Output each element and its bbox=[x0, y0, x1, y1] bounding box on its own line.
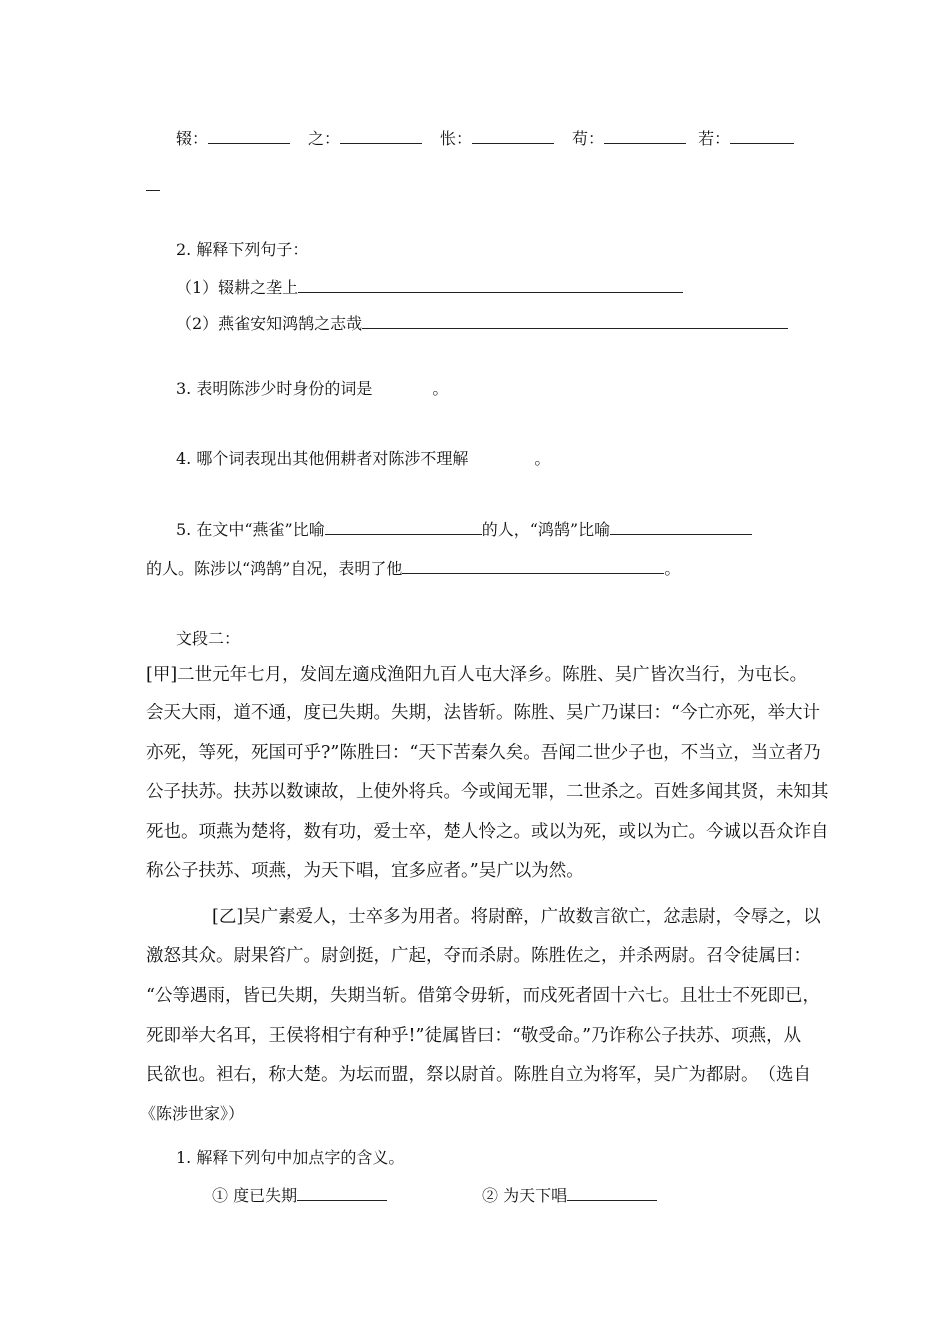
yi-line: [乙]吴广素爱人，士卒多为用者。将尉醉，广故数言欲亡，忿恚尉，令辱之，以 bbox=[212, 907, 821, 927]
jia-line: 会天大雨，道不通，度已失期。失期，法皆斩。陈胜、吴广乃谋曰：“今亡亦死，举大计 bbox=[146, 703, 820, 723]
section-2-title: 文段二： bbox=[176, 629, 241, 648]
answer-blank[interactable] bbox=[362, 312, 788, 329]
s2-q1-prompt: 1. 解释下列句中加点字的含义。 bbox=[176, 1148, 405, 1167]
q2-prompt: 2. 解释下列句子： bbox=[176, 240, 309, 259]
answer-blank[interactable] bbox=[325, 518, 482, 535]
answer-blank[interactable] bbox=[567, 1184, 657, 1201]
answer-blank[interactable] bbox=[610, 518, 752, 535]
jia-line: 称公子扶苏、项燕，为天下唱，宜多应者。”吴广以为然。 bbox=[146, 861, 584, 881]
s2-q1-item-b: ② 为天下唱 bbox=[482, 1184, 657, 1206]
yi-line: 激怒其众。尉果笞广。尉剑挺，广起，夺而杀尉。陈胜佐之，并杀两尉。召令徒属曰： bbox=[146, 946, 811, 966]
answer-blank[interactable] bbox=[208, 127, 290, 144]
yi-line: 民欲也。袒右，称大楚。为坛而盟，祭以尉首。陈胜自立为将军，吴广为都尉。 （选自 bbox=[146, 1065, 811, 1085]
q2-sentence-2: （2）燕雀安知鸿鹄之志哉 bbox=[176, 312, 788, 334]
yi-line: 死即举大名耳，王侯将相宁有种乎!”徒属皆曰：“敬受命。”乃诈称公子扶苏、项燕，从 bbox=[146, 1026, 802, 1046]
yi-line: “公等遇雨，皆已失期，失期当斩。借第令毋斩，而戍死者固十六七。且壮士不死即已， bbox=[146, 986, 820, 1006]
q3-question: 3. 表明陈涉少时身份的词是 。 bbox=[176, 379, 449, 398]
q5-line-1: 5. 在文中“燕雀”比喻 的人，“鸿鹄”比喻 bbox=[176, 518, 752, 540]
answer-blank[interactable] bbox=[340, 127, 422, 144]
jia-line: 公子扶苏。扶苏以数谏故，上使外将兵。今或闻无罪，二世杀之。百姓多闻其贤，未知其 bbox=[146, 782, 829, 802]
term-label: 之： bbox=[308, 129, 341, 148]
term-label: 苟： bbox=[572, 129, 605, 148]
answer-blank[interactable] bbox=[472, 127, 554, 144]
answer-blank[interactable] bbox=[297, 1184, 387, 1201]
q4-question: 4. 哪个词表现出其他佣耕者对陈涉不理解 。 bbox=[176, 449, 551, 468]
q5-line-2: 的人。陈涉以“鸿鹄”自况，表明了他 。 bbox=[146, 559, 681, 578]
q2-sentence-1: （1）辍耕之垄上 bbox=[176, 276, 683, 298]
term-label: 怅： bbox=[440, 129, 473, 148]
answer-blank[interactable] bbox=[730, 127, 794, 144]
source-citation: 《陈涉世家》） bbox=[140, 1104, 245, 1123]
jia-line: 死也。项燕为楚将，数有功，爱士卒，楚人怜之。或以为死，或以为亡。今诚以吾众诈自 bbox=[146, 822, 829, 842]
q1-vocab-row bbox=[176, 127, 794, 149]
jia-line: [甲]二世元年七月，发闾左適戍渔阳九百人屯大泽乡。陈胜、吴广皆次当行，为屯长。 bbox=[146, 665, 808, 685]
answer-blank-wrap[interactable] bbox=[146, 176, 160, 196]
s2-q1-item-a: ① 度已失期 bbox=[212, 1184, 387, 1206]
answer-blank[interactable] bbox=[298, 276, 683, 293]
answer-blank[interactable] bbox=[604, 127, 686, 144]
answer-blank[interactable] bbox=[402, 557, 664, 574]
term-label: 若： bbox=[698, 129, 731, 148]
term-label: 辍： bbox=[176, 129, 209, 148]
jia-line: 亦死，等死，死国可乎?”陈胜曰：“天下苦秦久矣。吾闻二世少子也，不当立，当立者乃 bbox=[146, 743, 821, 763]
